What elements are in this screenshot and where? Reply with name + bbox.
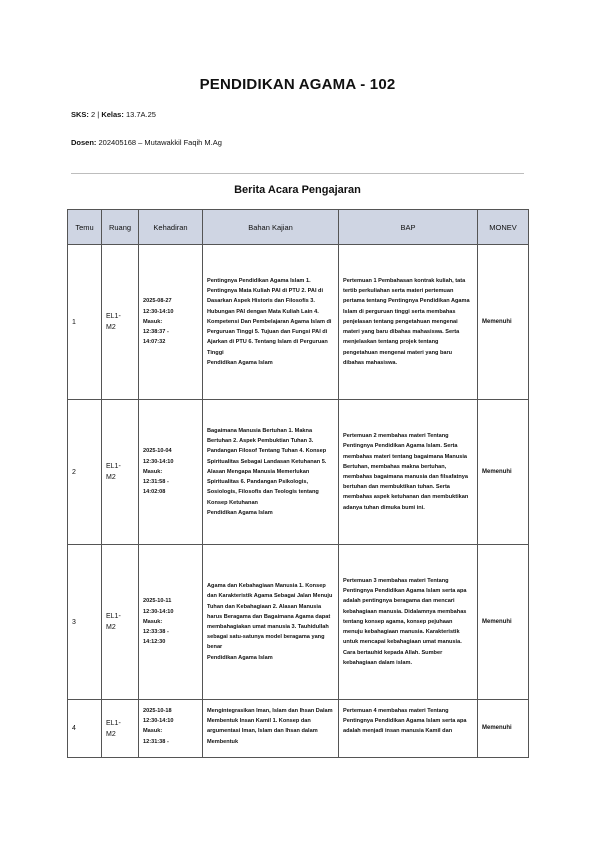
temu-cell: 4 [68,700,102,758]
bap-cell: Pertemuan 2 membahas materi Tentang Pentingnya Pendidikan Agama Islam. Serta membahas materi tentang bagaimana Manusia Bertuhan, membahas makna bertuhan, membahas bagaimana manusia dan filsafatnya bertuhan dan membuktikan tuhan. Serta membahas aspek ketuhanan dan membuktikan adanya tuhan dimuka bumi ini. [339,400,478,545]
ruang-cell: EL1- M2 [102,400,139,545]
bahan-kajian-cell: Bagaimana Manusia Bertuhan 1. Makna Bertuhan 2. Aspek Pembuktian Tuhan 3. Pandangan Filosof Tentang Tuhan 4. Konsep Spiritualitas Sebagai Landasan Ketuhanan 5. Alasan Mengapa Manusia Memerlukan Spiritualitas 6. Pandangan Psikologis, Sosiologis, Filosofis dan Teologis tentang Konsep Ketuhanan Pendidikan Agama Islam [203,400,339,545]
table-header-row [68,210,529,245]
kehadiran-cell: 2025-08-27 12:30-14:10 Masuk: 12:38:37 - 14:07:32 [139,245,203,400]
bahan-kajian-cell: Mengintegrasikan Iman, Islam dan Ihsan Dalam Membentuk Insan Kamil 1. Konsep dan argumentasi Iman, Islam dan Ihsan dalam Membentuk [203,700,339,758]
monev-cell: Memenuhi [478,400,529,545]
kehadiran-cell: 2025-10-04 12:30-14:10 Masuk: 12:31:58 - 14:02:08 [139,400,203,545]
kehadiran-cell: 2025-10-11 12:30-14:10 Masuk: 12:33:38 - 14:12:30 [139,545,203,700]
header-kehadiran: Kehadiran [139,210,203,245]
header-ruang: Ruang [102,210,139,245]
kelas-value: 13.7A.25 [125,110,156,119]
header-bap: BAP [339,210,478,245]
temu-cell: 2 [68,400,102,545]
lecturer-line [71,138,222,147]
header-monev: MONEV [478,210,529,245]
bahan-kajian-cell: Pentingnya Pendidikan Agama Islam 1. Pentingnya Mata Kuliah PAI di PTU 2. PAI di Dasarkan Aspek Historis dan Filosofis 3. Hubungan PAI dengan Mata Kuliah Lain 4. Kompetensi Dan Pembelajaran Agama Islam di Perguruan Tinggi 5. Tujuan dan Fungsi PAI di Ajarkan di PTU 6. Tentang Islam di Perguruan Tinggi Pendidikan Agama Islam [203,245,339,400]
monev-cell: Memenuhi [478,545,529,700]
bahan-kajian-cell: Agama dan Kebahagiaan Manusia 1. Konsep dan Karakteristik Agama Sebagai Jalan Menuju Tuhan dan Kebahagiaan 2. Alasan Manusia harus Beragama dan Bagaimana Agama dapat membahagiakan umat manusia 3. Tauhidullah sebagai satu-satunya model beragama yang benar Pendidikan Agama Islam [203,545,339,700]
bap-cell: Pertemuan 4 membahas materi Tentang Pentingnya Pendidikan Agama Islam serta apa adalah menjadi insan manusia Kamil dan [339,700,478,758]
monev-cell: Memenuhi [478,700,529,758]
header-bahan-kajian: Bahan Kajian [203,210,339,245]
table-row [68,545,529,700]
divider [71,173,524,174]
dosen-label: Dosen: [71,138,97,147]
monev-cell: Memenuhi [478,245,529,400]
ruang-cell: EL1- M2 [102,245,139,400]
header-temu: Temu [68,210,102,245]
ruang-cell: EL1- M2 [102,545,139,700]
bap-cell: Pertemuan 1 Pembahasan kontrak kuliah, tata tertib perkuliahan serta materi pertemuan pertama tentang Pentingnya Pendidikan Agama Islam di perguruan tinggi serta membahas penjelasan tentang pengetahuan mengenai materi yang baru dibahas mahasiswa. Serta menjelaskan tentang projek tentang pengetahuan mengenai materi yang baru dibahas mahasiswa. [339,245,478,400]
section-title: Berita Acara Pengajaran [234,184,361,196]
kehadiran-cell: 2025-10-18 12:30-14:10 Masuk: 12:31:38 - [139,700,203,758]
course-title: PENDIDIKAN AGAMA - 102 [199,76,396,93]
table-row [68,400,529,545]
teaching-record-table [67,209,529,758]
dosen-value: 202405168 – Mutawakkil Faqih M.Ag [98,138,222,147]
temu-cell: 3 [68,545,102,700]
sks-label: SKS: [71,110,89,119]
course-info-line [71,110,156,119]
separator: | [97,110,100,119]
table-row [68,700,529,758]
temu-cell: 1 [68,245,102,400]
kelas-label: Kelas: [101,110,124,119]
ruang-cell: EL1- M2 [102,700,139,758]
sks-value: 2 [91,110,96,119]
table-row [68,245,529,400]
bap-cell: Pertemuan 3 membahas materi Tentang Pentingnya Pendidikan Agama Islam serta apa adalah pentingnya beragama dan mencari kebahagiaan manusia. Didalamnya membahas tentang konsep agama, konsep pejuhaan menuju kebahagiaan manusia. Karakteristik untuk mencapai kebahagiaan umat manusia. Cara bertauhid kepada Allah. Sumber kebahagiaan dalam islam. [339,545,478,700]
